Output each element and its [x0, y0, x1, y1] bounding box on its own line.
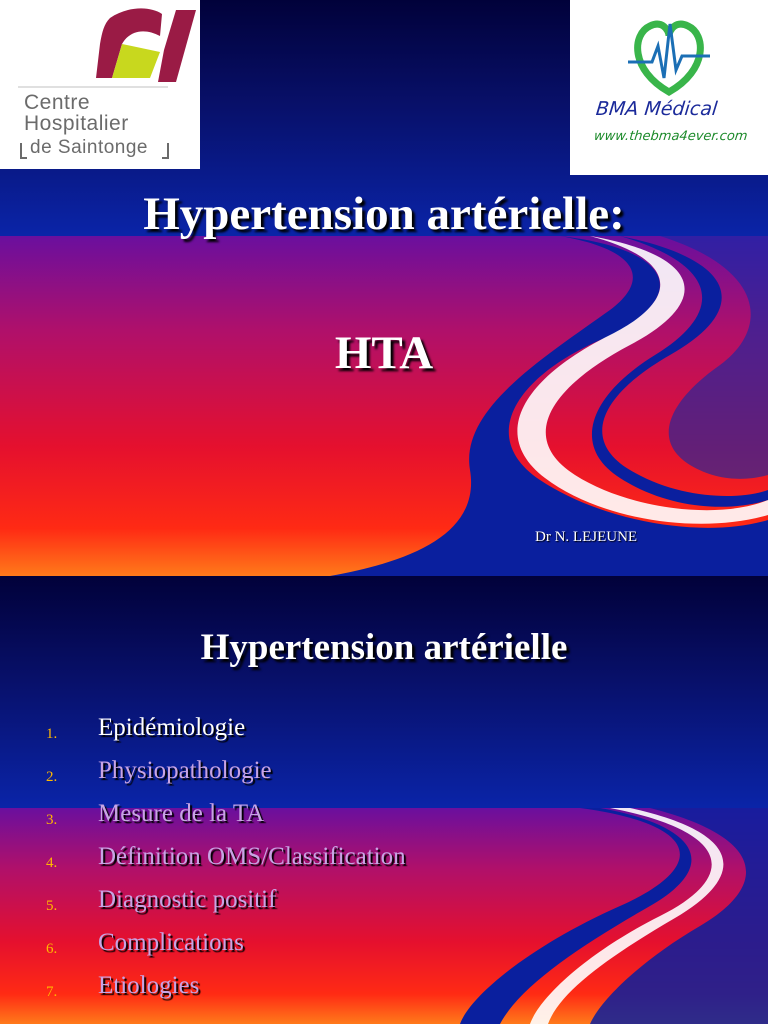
logo-line-2: Hospitalier — [24, 112, 129, 135]
list-item-label: Etiologies — [98, 972, 200, 999]
list-item-label: Diagnostic positif — [98, 886, 277, 913]
list-item-number: 7. — [46, 984, 58, 1000]
list-item — [0, 800, 700, 840]
outline-slide — [0, 576, 768, 1024]
list-item-number: 4. — [46, 855, 58, 871]
list-item-number: 3. — [46, 812, 58, 828]
list-item-number: 1. — [46, 726, 58, 742]
list-item-label: Mesure de la TA — [98, 800, 265, 827]
list-item-number: 6. — [46, 941, 58, 957]
centre-hospitalier-logo — [0, 0, 200, 169]
bma-website-url: www.thebma4ever.com — [593, 129, 749, 144]
list-item — [0, 757, 700, 797]
list-item — [0, 843, 700, 883]
list-item-label: Physiopathologie — [98, 757, 272, 784]
list-item-label: Complications — [98, 929, 244, 956]
bma-medical-logo — [570, 0, 768, 175]
list-item-number: 2. — [46, 769, 58, 785]
list-item-number: 5. — [46, 898, 58, 914]
slide-title-line-2: HTA — [334, 327, 434, 379]
list-item — [0, 886, 700, 926]
logo-bracket-left — [20, 143, 27, 159]
logo-line-3: de Saintonge — [30, 137, 148, 158]
list-item — [0, 929, 700, 969]
list-item-label: Définition OMS/Classification — [98, 843, 406, 870]
logo-line-1: Centre — [24, 91, 91, 114]
list-item — [0, 714, 700, 754]
bma-brand-name: BMA Médical — [594, 98, 719, 120]
author-name: Dr N. LEJEUNE — [535, 529, 638, 545]
list-item-label: Epidémiologie — [98, 714, 246, 741]
slide-title: Hypertension artérielle — [200, 627, 568, 668]
logo-bracket-right — [162, 143, 169, 159]
list-item — [0, 972, 700, 1012]
slide-title-line-1: Hypertension artérielle: — [143, 188, 625, 240]
heart-ecg-icon — [570, 0, 768, 100]
